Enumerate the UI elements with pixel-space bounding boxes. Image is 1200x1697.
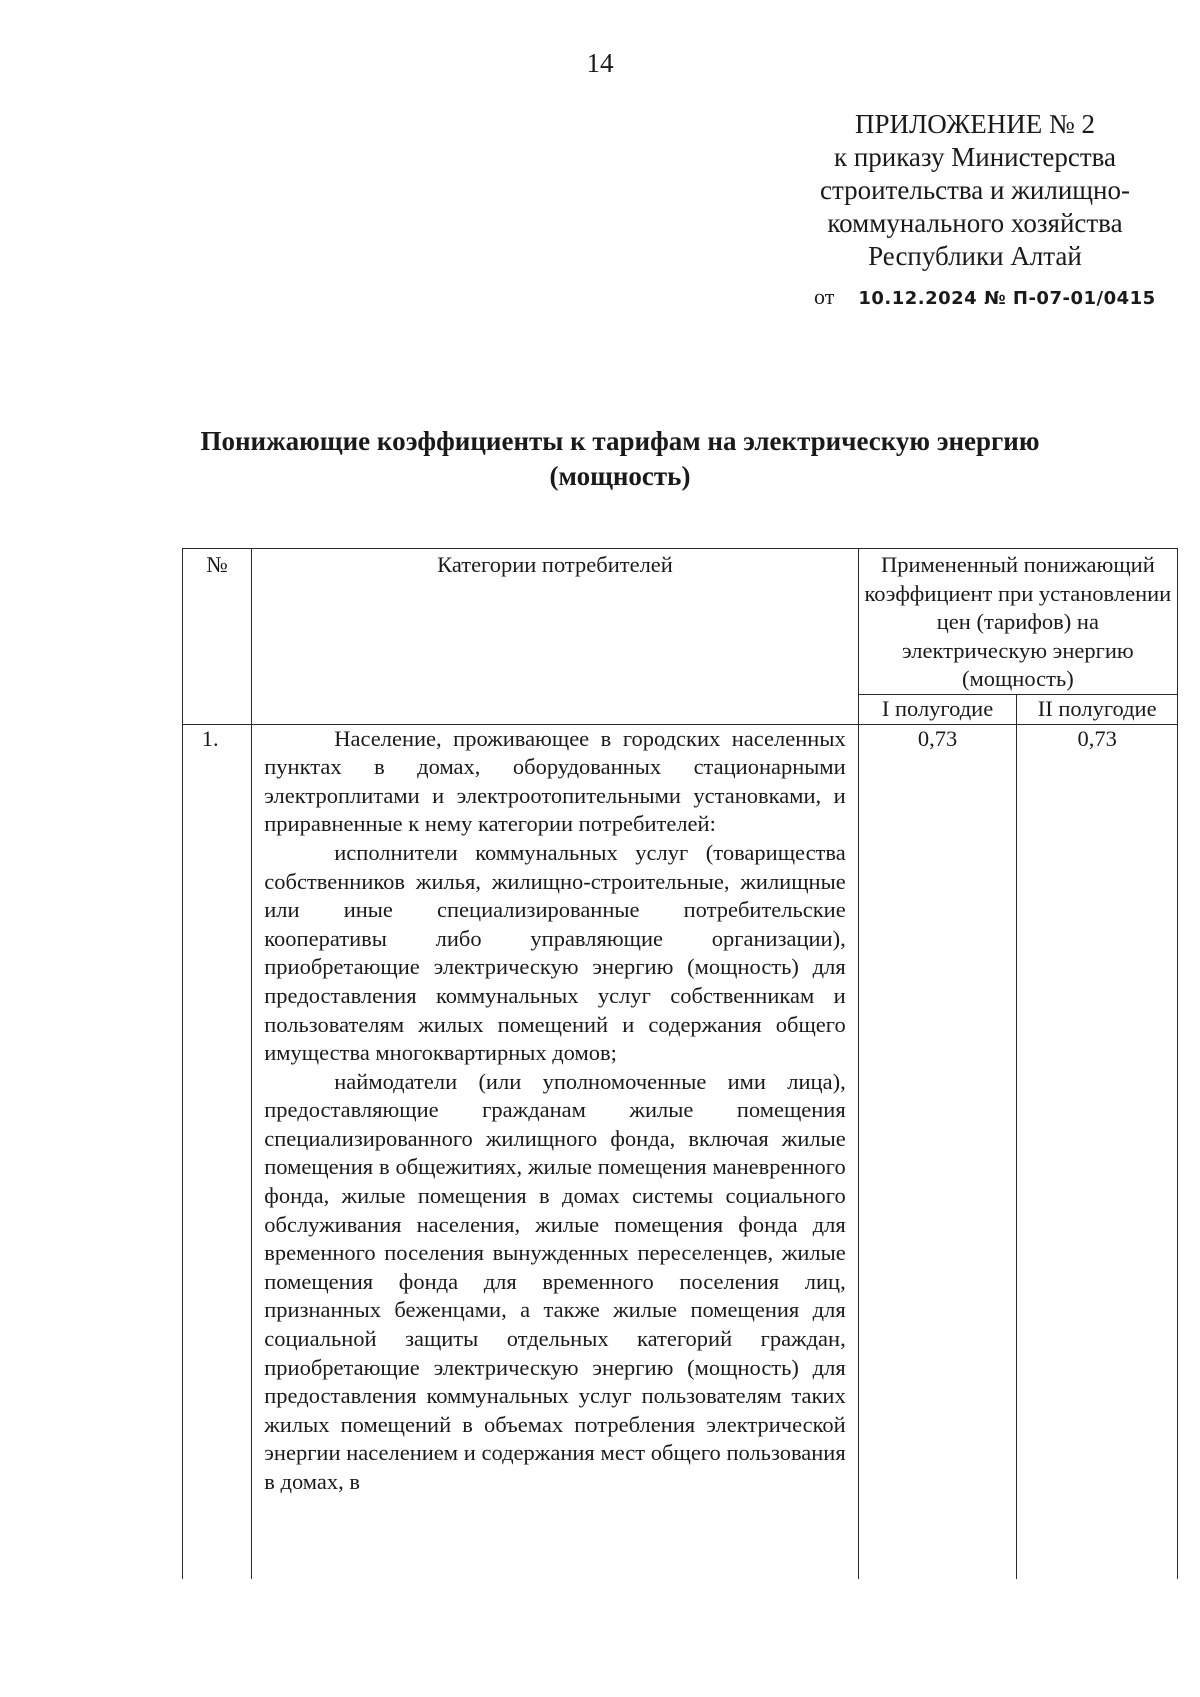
coefficients-table	[182, 548, 1178, 1579]
category-paragraph: Население, проживающее в городских населенных пунктах в домах, оборудованных стационарными электроплитами и электроотопительными установками, и приравненные к нему категории потребителей:	[264, 725, 846, 837]
appendix-line: коммунального хозяйства	[827, 208, 1123, 238]
category-paragraph: наймодатели (или уполномоченные ими лица), предоставляющие гражданам жилые помещения специализированного жилищного фонда, включая жилые помещения в общежитиях, жилые помещения маневренного фонда, жилые помещения в домах системы социального обслуживания населения, жилые помещения фонда для временного поселения вынужденных переселенцев, жилые помещения фонда для временного поселения лиц, признанных беженцами, а также жилые помещения для социальной защиты отдельных категорий граждан, приобретающие электрическую энергию (мощность) для предоставления коммунальных услуг пользователям таких жилых помещений в объемах потребления электрической энергии населением и содержания мест общего пользования в домах, в	[264, 1068, 846, 1494]
row-category	[252, 724, 858, 1579]
row-half2-value: 0,73	[1017, 724, 1178, 1579]
order-date-number: 10.12.2024 № П-07-01/0415	[858, 288, 1156, 309]
document-title: Понижающие коэффициенты к тарифам на электрическую энергию (мощность)	[200, 426, 1040, 491]
appendix-title: ПРИЛОЖЕНИЕ № 2	[854, 109, 1096, 139]
row-number: 1.	[183, 724, 252, 1579]
category-paragraph: исполнители коммунальных услуг (товарищества собственников жилья, жилищно-строительные, жилищные или иные специализированные потребительские кооперативы либо управляющие организации), приобретающие электрическую энергию (мощность) для предоставления коммунальных услуг собственникам и пользователям жилых помещений и содержания общего имущества многоквартирных домов;	[264, 839, 846, 1066]
appendix-header	[760, 108, 1190, 273]
header-applied-coefficient: Примененный понижающий коэффициент при установлении цен (тарифов) на электрическую энергию (мощность)	[858, 549, 1177, 695]
row-half1-value: 0,73	[858, 724, 1017, 1579]
header-number: №	[183, 549, 252, 725]
table-header-row	[183, 549, 1178, 695]
header-half1: I полугодие	[858, 694, 1017, 724]
date-prefix: от	[814, 284, 835, 309]
appendix-line: к приказу Министерства	[833, 142, 1117, 172]
header-half2: II полугодие	[1017, 694, 1178, 724]
appendix-date	[814, 284, 1156, 310]
appendix-line: строительства и жилищно-	[820, 175, 1130, 205]
table-row	[183, 724, 1178, 1579]
header-category: Категории потребителей	[252, 549, 858, 725]
page-number: 14	[586, 48, 614, 78]
appendix-line: Республики Алтай	[868, 241, 1082, 271]
